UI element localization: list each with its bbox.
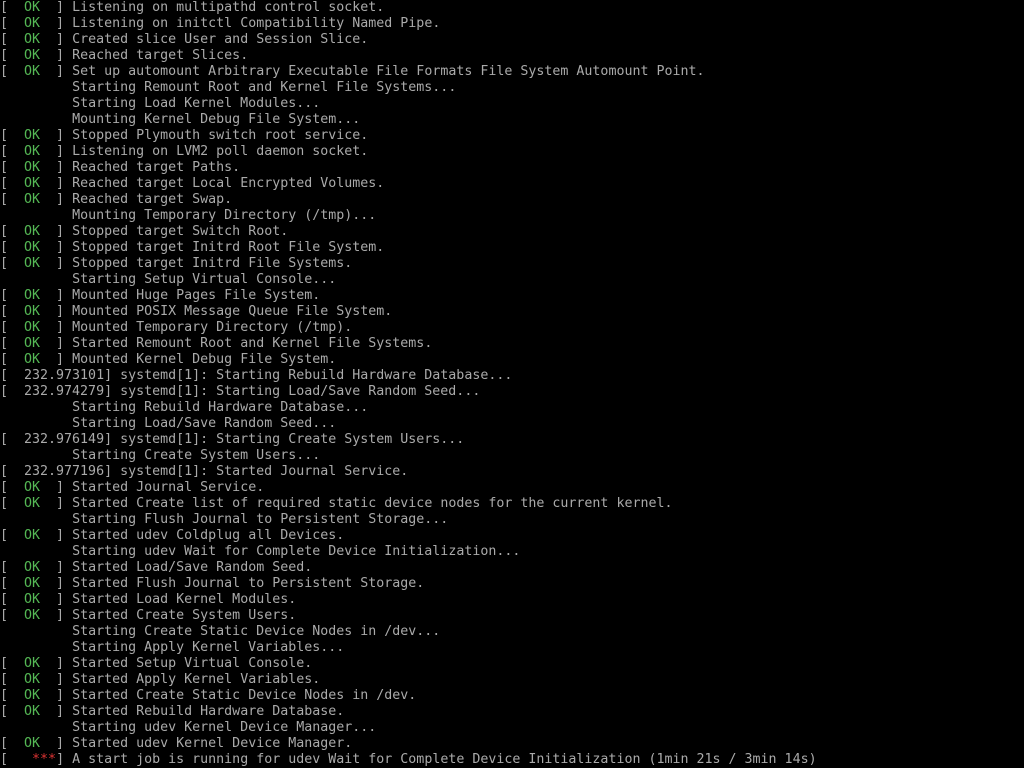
log-message: Stopped target Initrd Root File System. [72,240,385,255]
status-ok: OK [24,320,41,335]
status-ok: OK [24,704,41,719]
console-line [0,32,368,48]
status-ok: OK [24,352,41,367]
log-message: Starting Remount Root and Kernel File Systems... [72,80,457,95]
log-message: Started udev Coldplug all Devices. [72,528,345,543]
status-ok: OK [24,256,41,271]
status-bracket-close: ] [40,128,73,143]
console-line [0,496,672,512]
console-line [0,720,376,736]
console-line [0,128,368,144]
status-bracket-open: [ [0,656,25,671]
status-bracket-open: [ [0,304,25,319]
status-ok: OK [24,48,41,63]
console-line [0,400,368,416]
status-ok: OK [24,192,41,207]
status-bracket-close: ] [40,144,73,159]
console-line [0,288,320,304]
status-bracket-open: [ [0,320,25,335]
status-ok: OK [24,64,41,79]
log-message: Started Rebuild Hardware Database. [72,704,345,719]
status-bracket-close: ] [40,736,73,751]
kernel-message: [ 232.977196] systemd[1]: Started Journal Service. [0,464,409,479]
console-line [0,752,817,768]
log-message: Started Flush Journal to Persistent Storage. [72,576,425,591]
status-bracket-close: ] [40,0,73,15]
status-bracket-open: [ [0,576,25,591]
log-message: Started Load Kernel Modules. [72,592,297,607]
console-line [0,512,448,528]
status-bracket-close: ] [40,192,73,207]
log-message: Starting Load Kernel Modules... [72,96,321,111]
console-line [0,480,264,496]
log-message: Stopped target Initrd File Systems. [72,256,353,271]
status-bracket-open: [ [0,704,25,719]
log-message: Started Journal Service. [72,480,265,495]
status-ok: OK [24,656,41,671]
status-bracket-close: ] [40,480,73,495]
status-bracket-close: ] [40,608,73,623]
log-message: Starting Load/Save Random Seed... [72,416,337,431]
status-bracket-close: ] [40,176,73,191]
status-bracket-open: [ [0,0,25,15]
log-message: Reached target Paths. [72,160,241,175]
status-bracket-open: [ [0,592,25,607]
console-line [0,384,480,400]
log-indent [0,112,72,127]
log-message: Stopped target Switch Root. [72,224,289,239]
log-indent [0,512,72,527]
log-message: Starting Flush Journal to Persistent Storage... [72,512,449,527]
log-message: Stopped Plymouth switch root service. [72,128,369,143]
status-ok: OK [24,736,41,751]
console-line [0,176,384,192]
log-message: Starting Create Static Device Nodes in /dev... [72,624,441,639]
console-line [0,320,352,336]
console-line [0,16,440,32]
console-line [0,656,312,672]
log-message: Reached target Swap. [72,192,233,207]
status-bracket-close: ] [40,528,73,543]
status-bracket-open: [ [0,352,25,367]
log-message: Mounted Kernel Debug File System. [72,352,337,367]
console-line [0,432,464,448]
status-bracket-close: ] [40,224,73,239]
status-ok: OK [24,528,41,543]
status-bracket-open: [ [0,176,25,191]
status-bracket-close: ] [40,336,73,351]
status-bracket-open: [ [0,608,25,623]
console-line [0,352,336,368]
console-line [0,592,296,608]
console-line [0,464,408,480]
status-bracket-close: ] [40,688,73,703]
log-message: Mounting Kernel Debug File System... [72,112,361,127]
status-bracket-open: [ [0,128,25,143]
status-bracket-close: ] [40,16,73,31]
status-ok: OK [24,672,41,687]
status-bracket-open: [ [0,192,25,207]
status-ok: OK [24,336,41,351]
log-message: A start job is running for udev Wait for Complete Device Initialization (1min 21s / 3min 14s) [72,752,817,767]
console-line [0,304,392,320]
status-ok: OK [24,144,41,159]
status-bracket-close: ] [40,304,73,319]
log-message: Starting Setup Virtual Console... [72,272,337,287]
log-message: Reached target Local Encrypted Volumes. [72,176,385,191]
log-indent [0,720,72,735]
status-bracket-open: [ [0,672,25,687]
log-message: Started Apply Kernel Variables. [72,672,321,687]
status-bracket-close: ] [40,48,73,63]
status-ok: OK [24,576,41,591]
status-bracket-close: ] [40,704,73,719]
console-line [0,336,432,352]
status-bracket-close: ] [40,592,73,607]
status-ok: OK [24,240,41,255]
status-ok: OK [24,688,41,703]
console-line [0,624,440,640]
status-bracket-open: [ [0,560,25,575]
status-bracket-open: [ [0,144,25,159]
status-bracket-close: ] [56,752,73,767]
status-bracket-open: [ [0,160,25,175]
status-ok: OK [24,160,41,175]
console-line [0,528,344,544]
log-indent [0,96,72,111]
status-ok: OK [24,16,41,31]
status-bracket-open: [ [0,336,25,351]
log-indent [0,544,72,559]
status-ok: OK [24,176,41,191]
console-line [0,576,424,592]
status-bracket-close: ] [40,240,73,255]
console-line [0,672,320,688]
status-bracket-open: [ [0,32,25,47]
status-ok: OK [24,32,41,47]
console-line [0,144,368,160]
kernel-message: [ 232.974279] systemd[1]: Starting Load/Save Random Seed... [0,384,481,399]
status-ok: OK [24,0,41,15]
status-bracket-open: [ [0,752,33,767]
console-line [0,64,705,80]
status-ok: OK [24,288,41,303]
status-bracket-open: [ [0,240,25,255]
log-indent [0,80,72,95]
log-message: Started Create System Users. [72,608,297,623]
log-message: Created slice User and Session Slice. [72,32,369,47]
console-line [0,112,360,128]
status-bracket-open: [ [0,224,25,239]
log-message: Started Setup Virtual Console. [72,656,313,671]
status-bracket-close: ] [40,672,73,687]
status-ok: OK [24,224,41,239]
log-message: Started Remount Root and Kernel File Systems. [72,336,433,351]
console-line [0,192,232,208]
status-bracket-close: ] [40,32,73,47]
status-ok: OK [24,128,41,143]
log-message: Starting udev Kernel Device Manager... [72,720,377,735]
status-ok: OK [24,480,41,495]
console-line [0,688,416,704]
console-line [0,160,240,176]
log-indent [0,416,72,431]
console-line [0,416,336,432]
console-line [0,560,312,576]
status-bracket-close: ] [40,656,73,671]
log-message: Mounted Temporary Directory (/tmp). [72,320,353,335]
log-message: Mounted POSIX Message Queue File System. [72,304,393,319]
status-ok: OK [24,496,41,511]
console-line [0,0,384,16]
log-message: Starting Apply Kernel Variables... [72,640,345,655]
console-line [0,544,520,560]
kernel-message: [ 232.976149] systemd[1]: Starting Create System Users... [0,432,465,447]
log-indent [0,448,72,463]
log-message: Started udev Kernel Device Manager. [72,736,353,751]
status-bracket-close: ] [40,352,73,367]
status-bracket-open: [ [0,496,25,511]
status-bracket-open: [ [0,256,25,271]
status-bracket-close: ] [40,560,73,575]
log-message: Starting udev Wait for Complete Device Initialization... [72,544,521,559]
status-bracket-close: ] [40,496,73,511]
status-bracket-open: [ [0,48,25,63]
console-line [0,224,288,240]
log-message: Started Create list of required static device nodes for the current kernel. [72,496,673,511]
log-indent [0,208,72,223]
status-bracket-close: ] [40,256,73,271]
status-bracket-close: ] [40,64,73,79]
log-message: Mounted Huge Pages File System. [72,288,321,303]
console-line [0,640,344,656]
status-bracket-open: [ [0,736,25,751]
console-line [0,208,376,224]
log-indent [0,400,72,415]
status-ok: OK [24,592,41,607]
log-message: Listening on LVM2 poll daemon socket. [72,144,369,159]
log-message: Listening on multipathd control socket. [72,0,385,15]
status-bracket-open: [ [0,528,25,543]
log-indent [0,624,72,639]
status-ok: OK [24,560,41,575]
status-bracket-open: [ [0,288,25,303]
status-ok: OK [24,304,41,319]
status-bracket-close: ] [40,160,73,175]
status-bracket-close: ] [40,576,73,591]
status-bracket-close: ] [40,288,73,303]
console-line [0,736,352,752]
log-message: Starting Rebuild Hardware Database... [72,400,369,415]
status-bracket-open: [ [0,64,25,79]
console-line [0,48,248,64]
log-indent [0,272,72,287]
log-indent [0,640,72,655]
log-message: Mounting Temporary Directory (/tmp)... [72,208,377,223]
console-line [0,368,512,384]
console-line [0,96,320,112]
log-message: Starting Create System Users... [72,448,321,463]
log-message: Started Create Static Device Nodes in /dev. [72,688,417,703]
log-message: Listening on initctl Compatibility Named Pipe. [72,16,441,31]
log-message: Reached target Slices. [72,48,249,63]
kernel-message: [ 232.973101] systemd[1]: Starting Rebuild Hardware Database... [0,368,513,383]
console-line [0,608,296,624]
console-line [0,240,384,256]
status-ok: OK [24,608,41,623]
console-line [0,256,352,272]
log-message: Started Load/Save Random Seed. [72,560,313,575]
status-bracket-close: ] [40,320,73,335]
console-line [0,704,344,720]
status-bracket-open: [ [0,16,25,31]
status-bracket-open: [ [0,688,25,703]
status-running: *** [32,752,57,767]
console-line [0,80,456,96]
console-line [0,448,320,464]
log-message: Set up automount Arbitrary Executable File Formats File System Automount Point. [72,64,705,79]
console-line [0,272,336,288]
status-bracket-open: [ [0,480,25,495]
